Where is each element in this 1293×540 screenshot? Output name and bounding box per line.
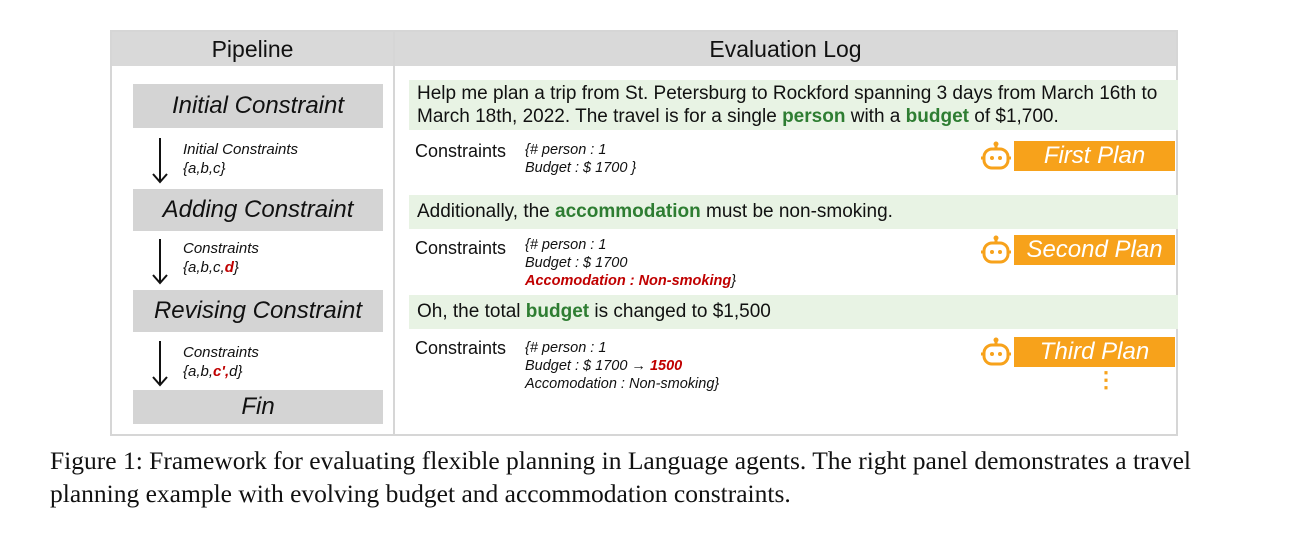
stage-revising-constraint: Revising Constraint xyxy=(133,290,383,332)
continuation-dots: ⋮ xyxy=(1095,367,1117,392)
column-divider xyxy=(393,32,395,434)
revised-budget-value: 1500 xyxy=(649,358,683,374)
constraint-set-1 xyxy=(183,140,298,178)
constraints-values-3: {# person : 1 Budget : $ 1700 → 1500 Accomodation : Non-smoking} xyxy=(525,340,720,392)
constraints-label: Constraints xyxy=(415,238,507,258)
constraints-values-2: {# person : 1 Budget : $ 1700 Accomodation : Non-smoking} xyxy=(525,237,737,289)
user-prompt-2: Additionally, the accommodation must be non-smoking. xyxy=(409,195,1178,229)
added-constraint: d xyxy=(224,259,234,276)
revised-constraint: c', xyxy=(213,363,230,380)
constraint-set-values: {a,b,c} xyxy=(183,160,226,177)
third-plan-badge: Third Plan xyxy=(1014,337,1175,367)
keyword-accommodation: accommodation xyxy=(555,201,701,222)
user-prompt-3: Oh, the total budget is changed to $1,500 xyxy=(409,295,1178,329)
stage-adding-constraint: Adding Constraint xyxy=(133,189,383,231)
constraint-set-values: {a,b,c',d} xyxy=(183,363,243,380)
stage-fin: Fin xyxy=(133,390,383,424)
down-arrow-icon xyxy=(150,341,170,387)
down-arrow-icon xyxy=(150,138,170,184)
pipeline-header: Pipeline xyxy=(112,32,393,66)
added-accommodation-constraint: Accomodation : Non-smoking xyxy=(525,273,732,289)
down-arrow-icon xyxy=(150,239,170,285)
constraints-label: Constraints xyxy=(415,338,507,358)
robot-icon xyxy=(979,141,1013,171)
constraints-label: Constraints xyxy=(415,141,507,161)
evaluation-log-header: Evaluation Log xyxy=(395,32,1176,66)
constraint-set-label: Initial Constraints xyxy=(183,141,299,158)
constraint-set-3 xyxy=(183,343,259,381)
robot-icon xyxy=(979,235,1013,265)
keyword-person: person xyxy=(782,106,846,127)
figure-panel xyxy=(110,30,1178,436)
constraint-set-values: {a,b,c,d} xyxy=(183,259,239,276)
first-plan-badge: First Plan xyxy=(1014,141,1175,171)
stage-initial-constraint: Initial Constraint xyxy=(133,84,383,128)
keyword-budget: budget xyxy=(525,301,590,322)
constraint-set-label: Constraints xyxy=(183,240,259,257)
second-plan-badge: Second Plan xyxy=(1014,235,1175,265)
constraint-set-label: Constraints xyxy=(183,344,259,361)
figure-caption: Figure 1: Framework for evaluating flexible planning in Language agents. The right panel demonstrates a travel planning example with evolving budget and accommodation constraints. xyxy=(50,446,1192,508)
constraints-values-1: {# person : 1 Budget : $ 1700 } xyxy=(525,142,637,176)
keyword-budget: budget xyxy=(905,106,969,127)
user-prompt-1: Help me plan a trip from St. Petersburg to Rockford spanning 3 days from March 16th to March 18th, 2022. The travel is for a single person with a budget of $1,700. xyxy=(409,80,1178,130)
robot-icon xyxy=(979,337,1013,367)
constraint-set-2 xyxy=(183,239,259,277)
